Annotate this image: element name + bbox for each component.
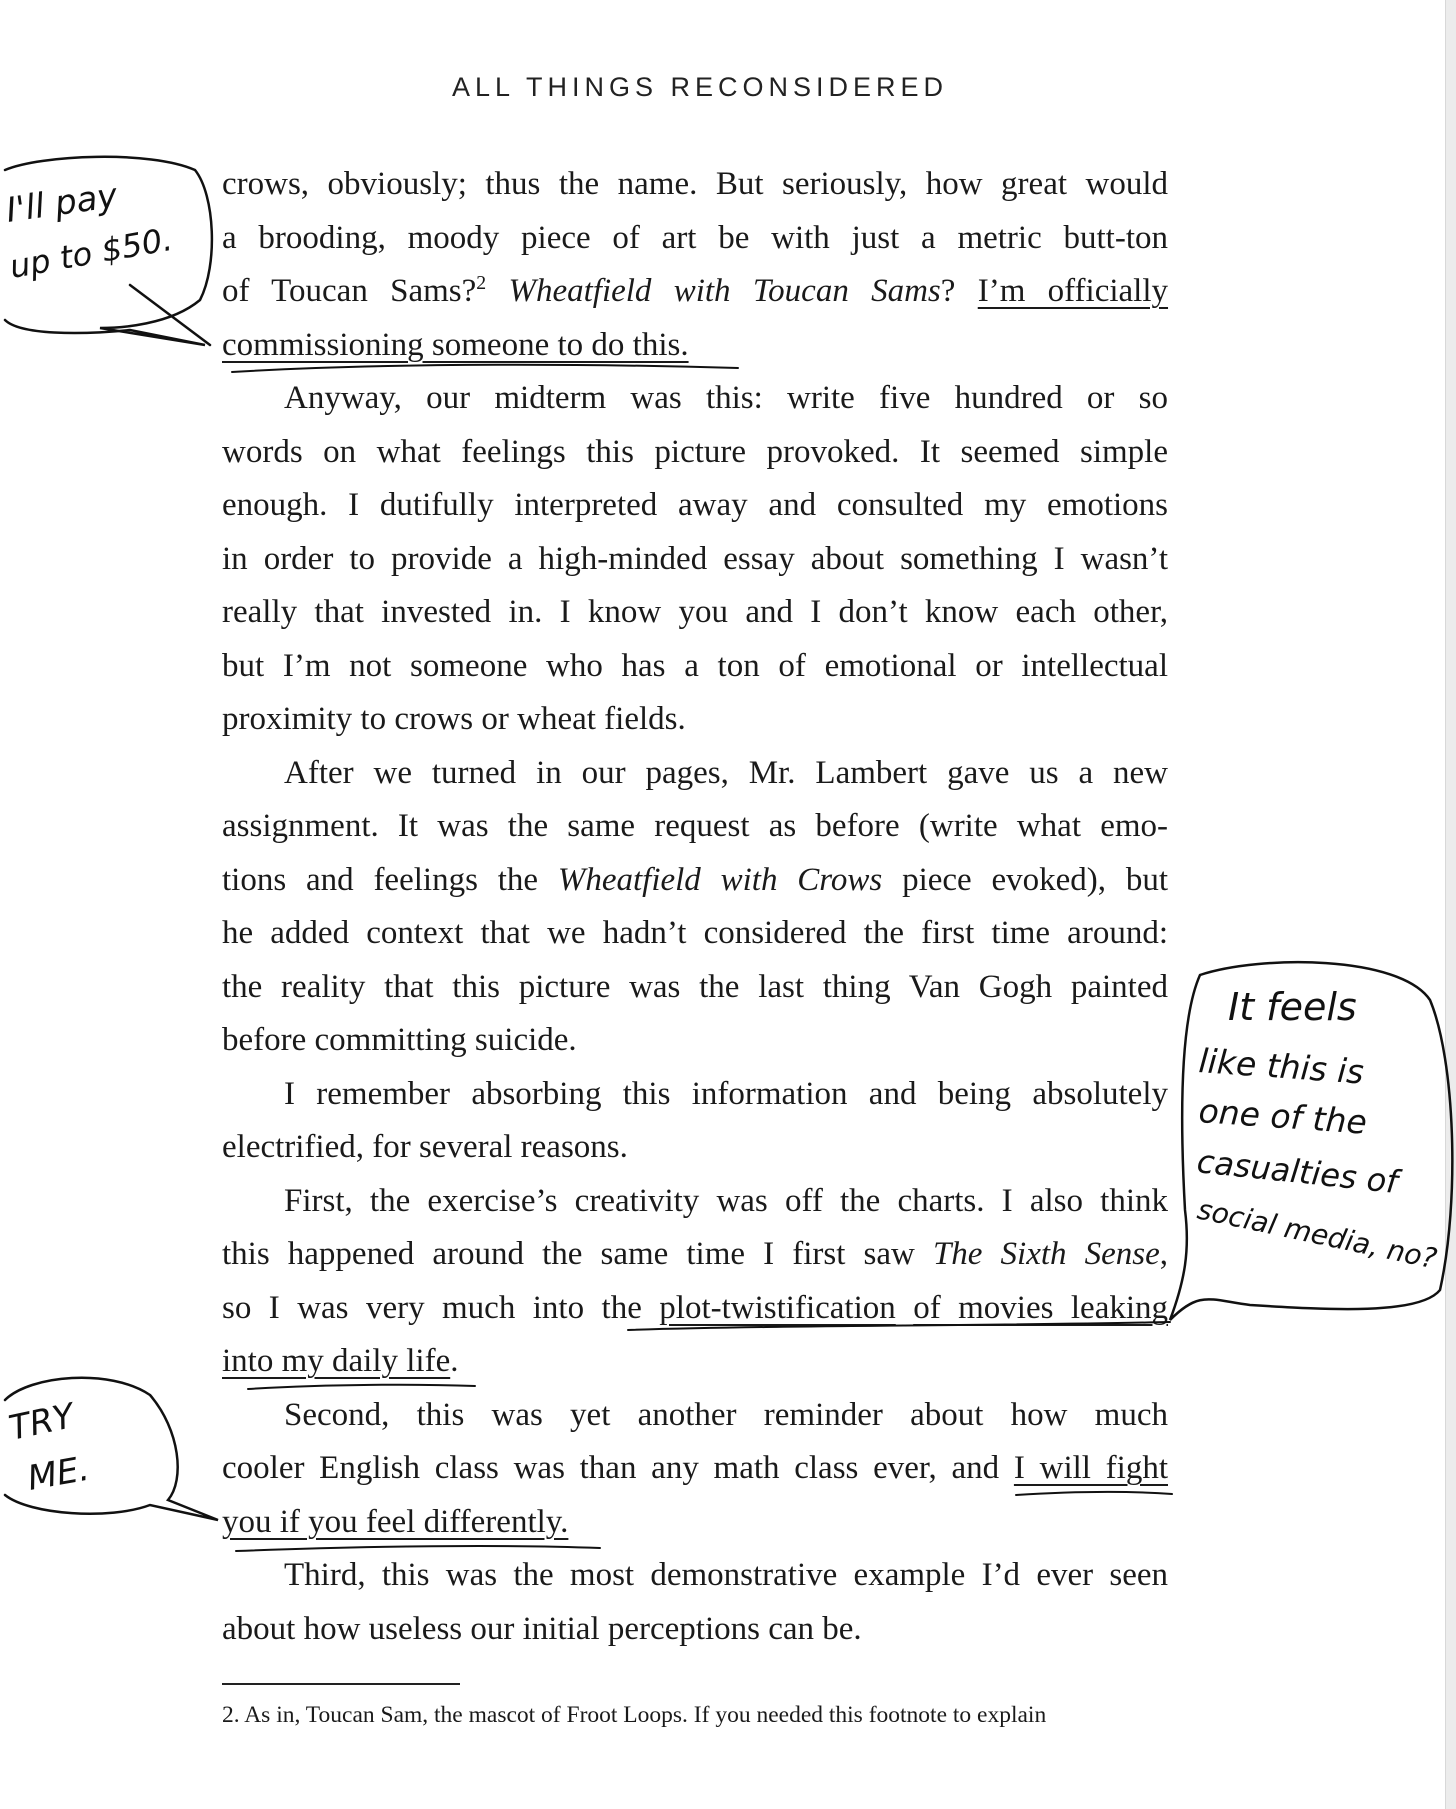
text-line bbox=[222, 319, 1168, 373]
underlined-text: into my daily life bbox=[222, 1343, 451, 1379]
italic-title: Wheatfield with Toucan Sams bbox=[508, 273, 941, 309]
text-line: really that invested in. I know you and I don’t know each other, bbox=[222, 594, 1168, 630]
italic-title: The Sixth Sense bbox=[932, 1236, 1160, 1272]
text-line: before committing suicide. bbox=[222, 1022, 577, 1058]
text-line bbox=[222, 854, 1168, 908]
page-edge bbox=[1445, 0, 1456, 1809]
text-line: First, the exercise’s creativity was off the charts. I also think bbox=[284, 1182, 1168, 1219]
underlined-text: commissioning someone to do this. bbox=[222, 326, 689, 363]
text-span: , bbox=[1159, 1236, 1169, 1272]
text-line bbox=[222, 1496, 1168, 1550]
underlined-text: plot-twistification bbox=[659, 1289, 896, 1326]
text-line: a brooding, moody piece of art be with just a metric butt-ton bbox=[222, 219, 1168, 256]
speech-bubble-outline bbox=[5, 157, 212, 345]
text-line: words on what feelings this picture provoked. It seemed simple bbox=[222, 433, 1168, 470]
annotation-line: It feels bbox=[1228, 985, 1357, 1029]
text-span: this happened around the same time I first saw bbox=[222, 1236, 915, 1272]
text-line: Third, this was the most demonstrative example I’d ever seen bbox=[284, 1557, 1168, 1593]
annotation-line: casualties of bbox=[1195, 1142, 1400, 1202]
text-line: but I’m not someone who has a ton of emotional or intellectual bbox=[222, 647, 1168, 684]
text-line: crows, obviously; thus the name. But seriously, how great would bbox=[222, 166, 1168, 202]
text-line: proximity to crows or wheat fields. bbox=[222, 701, 686, 737]
text-span: of Toucan Sams? bbox=[222, 273, 477, 309]
annotation-line: TRY bbox=[5, 1396, 78, 1449]
text-line: he added context that we hadn’t considered the first time around: bbox=[222, 915, 1168, 951]
footnote: 2. As in, Toucan Sam, the mascot of Froot Loops. If you needed this footnote to explain bbox=[222, 1702, 1047, 1728]
underlined-text: you if you feel differently. bbox=[222, 1503, 569, 1540]
underlined-text: I will fight bbox=[1013, 1450, 1168, 1486]
text-line: the reality that this picture was the last thing Van Gogh painted bbox=[222, 968, 1168, 1005]
text-line bbox=[222, 1335, 1168, 1389]
text-span: . bbox=[450, 1343, 459, 1379]
text-line: After we turned in our pages, Mr. Lambert gave us a new bbox=[284, 754, 1168, 791]
footnote-rule bbox=[222, 1683, 460, 1685]
pointer-line bbox=[130, 285, 210, 345]
text-line: Anyway, our midterm was this: write five hundred or so bbox=[284, 380, 1168, 416]
underlined-text: of movies leaking bbox=[913, 1289, 1169, 1326]
text-line: I remember absorbing this information and being absolutely bbox=[284, 1075, 1168, 1112]
text-line: enough. I dutifully interpreted away and consulted my emotions bbox=[222, 487, 1168, 523]
speech-bubble-outline bbox=[5, 1378, 218, 1520]
text-span: cooler English class was than any math class ever, and bbox=[222, 1450, 1000, 1486]
annotation-line: like this is bbox=[1197, 1041, 1366, 1092]
underlined-text: I’m officially bbox=[977, 273, 1169, 309]
text-span: tions and feelings the bbox=[222, 861, 539, 898]
text-line: electrified, for several reasons. bbox=[222, 1129, 628, 1165]
text-line bbox=[222, 1442, 1168, 1496]
text-span: so I was very much into the bbox=[222, 1289, 642, 1326]
text-span: ? bbox=[940, 273, 956, 309]
text-line: assignment. It was the same request as before (write what emo- bbox=[222, 808, 1168, 844]
annotation-line: up to $50. bbox=[6, 219, 176, 286]
annotation-line: one of the bbox=[1197, 1091, 1369, 1142]
text-line bbox=[222, 1282, 1168, 1336]
annotation-line: social media, no? bbox=[1194, 1192, 1440, 1276]
speech-bubble-outline bbox=[1170, 962, 1452, 1320]
italic-title: Wheatfield with Crows bbox=[557, 861, 883, 898]
annotation-line: ME. bbox=[24, 1448, 93, 1499]
text-line: in order to provide a high-minded essay about something I wasn’t bbox=[222, 540, 1168, 577]
text-span: piece evoked), but bbox=[902, 861, 1168, 898]
text-line: about how useless our initial perceptions can be. bbox=[222, 1610, 862, 1647]
text-line bbox=[222, 265, 1168, 319]
text-line bbox=[222, 1228, 1168, 1282]
annotation-line: I'll pay bbox=[3, 175, 120, 231]
footnote-ref: 2 bbox=[476, 272, 487, 294]
running-head: ALL THINGS RECONSIDERED bbox=[451, 72, 949, 102]
text-line: Second, this was yet another reminder about how much bbox=[284, 1396, 1168, 1433]
body-text bbox=[222, 158, 1168, 1656]
